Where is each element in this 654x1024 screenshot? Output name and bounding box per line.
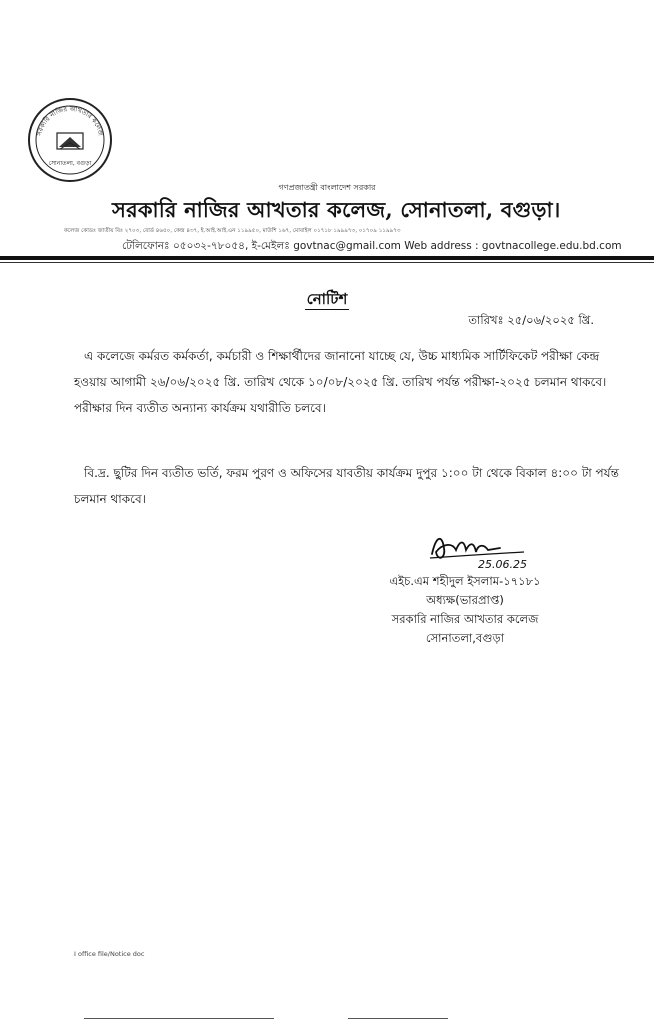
notice-date: তারিখঃ ২৫/০৬/২০২৫ খ্রি.	[468, 313, 594, 327]
bottom-rule-left	[84, 1018, 274, 1019]
bottom-rule-right	[348, 1018, 448, 1019]
file-path-note: I office file/Notice doc	[74, 950, 145, 958]
college-codes: কলেজ কোডঃ জাতীয় বিঃ ২৭০৩, বোর্ড ৪৬৫০, কেন্দ্র ৪৩৭, ই.আই.আই.এন ১১৯৯৫০, মাউশি ১৬৭, মোবাইল ০১৭১৮ ১৯৯৯৭৩, ০১৭০৯ ১১৯৯৭৩	[64, 228, 401, 234]
signer-location: সোনাতলা,বগুড়া	[425, 631, 505, 645]
signer-institution: সরকারি নাজির আখতার কলেজ	[391, 612, 539, 626]
notice-title: নোটিশ	[306, 290, 348, 308]
letterhead-divider-thin	[0, 262, 654, 263]
notice-heading	[0, 288, 654, 313]
college-seal	[27, 97, 113, 183]
college-name: সরকারি নাজির আখতার কলেজ, সোনাতলা, বগুড়া।	[112, 197, 561, 222]
letterhead-divider	[0, 256, 654, 260]
svg-text:সরকারি নাজির আখতার কলেজ: সরকারি নাজির আখতার কলেজ	[35, 104, 105, 137]
notice-paragraph-2: বি.দ্র. ছুটির দিন ব্যতীত ভর্তি, ফরম পুরণ ও অফিসের যাবতীয় কার্যক্রম দুপুর ১:০০ টা থেকে বিকাল ৪:০০ টা পর্যন্ত চলমান থাকবে।	[74, 466, 619, 506]
signature-date: 25.06.25	[478, 558, 527, 571]
government-line: গণপ্রজাতন্ত্রী বাংলাদেশ সরকার	[278, 183, 376, 192]
signer-block	[360, 572, 570, 648]
signer-name: এইচ.এম শহীদুল ইসলাম-১৭১৮১	[389, 574, 541, 588]
signer-designation: অধ্যক্ষ(ভারপ্রাপ্ত)	[426, 593, 504, 607]
signature	[428, 528, 548, 572]
notice-paragraph-1: এ কলেজে কর্মরত কর্মকর্তা, কর্মচারী ও শিক্ষার্থীদের জানানো যাচ্ছে যে, উচ্চ মাধ্যমিক সার্টিফিকেট পরীক্ষা কেন্দ্র হওয়ায় আগামী ২৬/০৬/২০২৫ খ্রি. তারিখ থেকে ১০/০৮/২০২৫ খ্রি. তারিখ পর্যন্ত পরীক্ষা-২০২৫ চলমান থাকবে। পরীক্ষার দিন ব্যতীত অন্যান্য কার্যক্রম যথারীতি চলবে।	[74, 349, 607, 415]
svg-text:সোনাতলা, বগুড়া: সোনাতলা, বগুড়া	[48, 160, 92, 167]
contact-info: টেলিফোনঃ ০৫০৩২-৭৮০৫৪, ই-মেইলঃ govtnac@gmail.com Web address : govtnacollege.edu.bd.com	[122, 240, 622, 252]
